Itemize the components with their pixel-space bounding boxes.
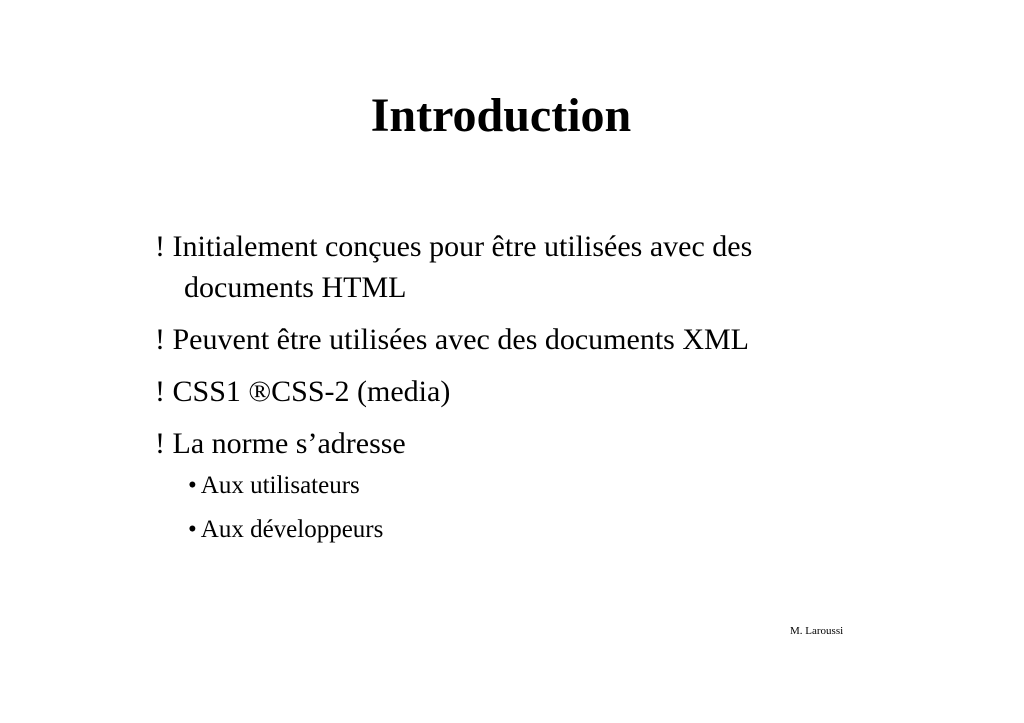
bullet-marker: ! <box>155 427 165 460</box>
sub-bullet-marker: • <box>188 472 197 499</box>
bullet-marker: ! <box>155 375 165 408</box>
sub-bullet-item <box>188 515 848 545</box>
sub-bullet-item <box>188 471 848 501</box>
bullet-text: La norme s’adresse <box>172 427 406 460</box>
bullet-item <box>148 371 848 412</box>
bullet-list <box>148 226 848 559</box>
bullet-marker: ! <box>155 323 165 356</box>
sub-bullet-list <box>148 471 848 545</box>
bullet-marker: ! <box>155 230 165 263</box>
slide-title: Introduction <box>370 89 632 142</box>
bullet-text: Initialement conçues pour être utilisées avec des documents HTML <box>172 230 753 304</box>
sub-bullet-text: Aux utilisateurs <box>200 472 360 499</box>
bullet-item <box>148 319 848 360</box>
sub-bullet-text: Aux développeurs <box>200 516 384 543</box>
author-footer: M. Laroussi <box>790 625 844 637</box>
sub-bullet-marker: • <box>188 516 197 543</box>
bullet-item <box>148 226 848 308</box>
bullet-item <box>148 423 848 464</box>
bullet-text: Peuvent être utilisées avec des documents XML <box>172 323 750 356</box>
bullet-text: CSS1 ®CSS-2 (media) <box>172 375 451 408</box>
